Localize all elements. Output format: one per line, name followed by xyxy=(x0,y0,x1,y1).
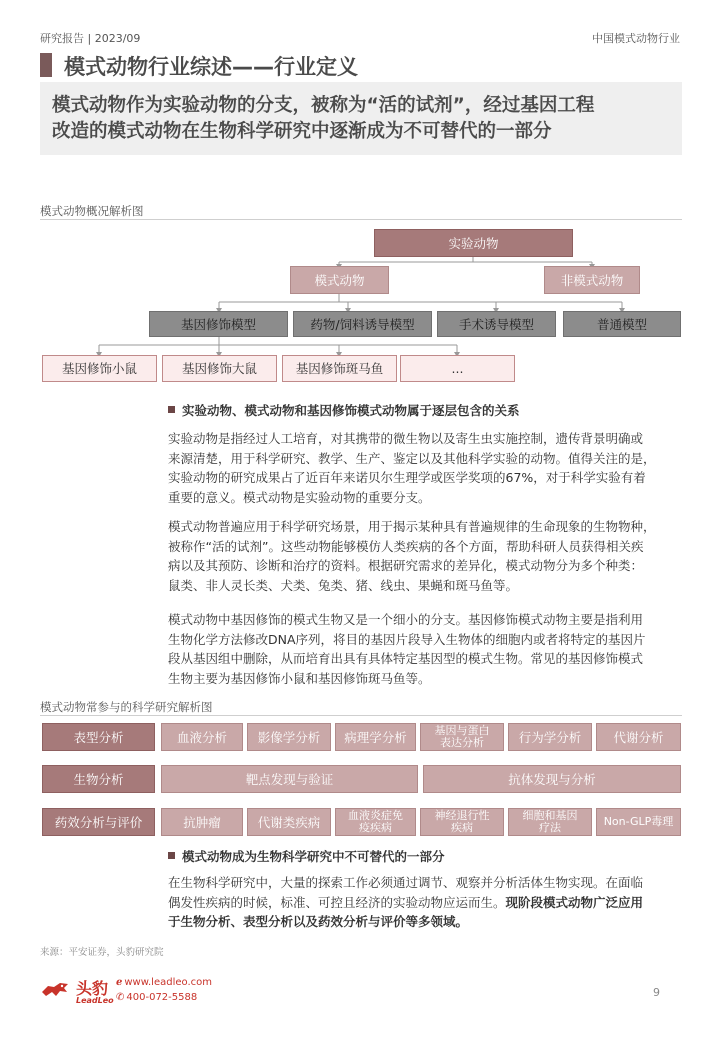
cell-behavior: 行为学分析 xyxy=(508,723,592,751)
diagram2-label: 模式动物常参与的科学研究解析图 xyxy=(40,700,213,714)
industry-name: 中国模式动物行业 xyxy=(592,32,680,45)
node-drug-feed-model: 药物/饲料诱导模型 xyxy=(293,311,432,337)
text-line: 生物主要为基因修饰小鼠和基因修饰斑马鱼等。 xyxy=(168,670,431,686)
leopard-logo-icon xyxy=(40,978,70,1000)
summary-banner xyxy=(40,82,682,155)
diagram1-rule xyxy=(40,219,682,220)
node-normal-model: 普通模型 xyxy=(563,311,681,337)
text-emphasis: 现阶段模式动物广泛应用 xyxy=(505,894,644,910)
cell-antibody-discovery: 抗体发现与分析 xyxy=(423,765,681,793)
banner-line-2: 改造的模式动物在生物科学研究中逐渐成为不可替代的一部分 xyxy=(52,121,552,142)
phone-line xyxy=(116,992,197,1003)
node-gm-mouse: 基因修饰小鼠 xyxy=(42,355,157,382)
cell-neurodegenerative: 神经退行性 疾病 xyxy=(420,808,504,836)
report-meta: 研究报告 | 2023/09 xyxy=(40,32,141,45)
cell-imaging: 影像学分析 xyxy=(247,723,331,751)
section2-paragraph xyxy=(168,873,680,932)
bullet-square xyxy=(168,406,175,413)
node-lab-animal: 实验动物 xyxy=(374,229,573,257)
text-line xyxy=(168,893,680,913)
cell-metabolism: 代谢分析 xyxy=(596,723,681,751)
bullet-square xyxy=(168,852,175,859)
node-more: ... xyxy=(400,355,515,382)
node-surgery-model: 手术诱导模型 xyxy=(437,311,556,337)
diagram2-rule xyxy=(40,715,682,716)
text-line xyxy=(168,912,680,932)
cell-gene-protein-expression: 基因与蛋白 表达分析 xyxy=(420,723,504,751)
diagram1-label: 模式动物概况解析图 xyxy=(40,204,144,218)
cell-anti-tumor: 抗肿瘤 xyxy=(161,808,243,836)
row-head-efficacy: 药效分析与评价 xyxy=(42,808,155,836)
phone-icon: ✆ xyxy=(116,992,125,1003)
text-line: 在生物科学研究中，大量的探索工作必须通过调节、观察并分析活体生物实现。在面临 xyxy=(168,875,644,890)
website-line xyxy=(116,977,212,988)
section2-heading: 模式动物成为生物科学研究中不可替代的一部分 xyxy=(182,849,445,864)
web-icon: ℯ xyxy=(116,977,123,988)
text-line: 实验动物是指经过人工培育，对其携带的微生物以及寄生虫实施控制，遗传背景明确或 xyxy=(168,431,644,446)
cell-target-discovery: 靶点发现与验证 xyxy=(161,765,418,793)
page-number: 9 xyxy=(653,986,660,999)
text-line: 实验动物的研究成果占了近百年来诺贝尔生理学或医学奖项的67%，对于科学实验有着 xyxy=(168,470,646,485)
node-gm-rat: 基因修饰大鼠 xyxy=(162,355,277,382)
text-line: 生物化学方法修改DNA序列，将目的基因片段导入生物体的细胞内或者将特定的基因片 xyxy=(168,631,646,647)
text-line: 重要的意义。模式动物是实验动物的重要分支。 xyxy=(168,489,431,505)
section1-heading: 实验动物、模式动物和基因修饰模式动物属于逐层包含的关系 xyxy=(182,403,520,418)
node-non-model-animal: 非模式动物 xyxy=(544,266,640,294)
cell-metabolic-disease: 代谢类疾病 xyxy=(247,808,331,836)
section1-paragraph-3 xyxy=(168,610,680,688)
website-link[interactable]: www.leadleo.com xyxy=(124,977,212,988)
cell-blood-analysis: 血液分析 xyxy=(161,723,243,751)
text-line: 病以及其预防、诊断和治疗的资料。根据研究需求的差异化，模式动物分为多个种类： xyxy=(168,558,644,573)
text-line: 模式动物普遍应用于科学研究场景，用于揭示某种具有普遍规律的生命现象的生物物种， xyxy=(168,519,656,534)
text-line: 模式动物中基因修饰的模式生物又是一个细小的分支。基因修饰模式动物主要是指利用 xyxy=(168,612,644,627)
text-line: 被称作“活的试剂”。这些动物能够模仿人类疾病的各个方面，帮助科研人员获得相关疾 xyxy=(168,538,644,554)
banner-line-1: 模式动物作为实验动物的分支，被称为“活的试剂”，经过基因工程 xyxy=(52,95,595,116)
node-gm-zebrafish: 基因修饰斑马鱼 xyxy=(282,355,397,382)
cell-blood-immune-disease: 血液炎症免 疫疾病 xyxy=(335,808,416,836)
row-head-bioanalysis: 生物分析 xyxy=(42,765,155,793)
text-line: 来源清楚，用于科学研究、教学、生产、鉴定以及其他科学实验的动物。值得关注的是， xyxy=(168,450,656,466)
text-line: 段从基因组中删除，从而培育出具有具体特定基因型的模式生物。常见的基因修饰模式 xyxy=(168,651,644,666)
text-line: 鼠类、非人灵长类、犬类、兔类、猪、线虫、果蝇和斑马鱼等。 xyxy=(168,577,519,593)
text-emphasis: 于生物分析、表型分析以及药效分析与评价等多领域。 xyxy=(168,914,469,929)
node-model-animal: 模式动物 xyxy=(290,266,389,294)
logo-text-cn: 头豹 xyxy=(76,979,109,998)
cell-cell-gene-therapy: 细胞和基因 疗法 xyxy=(508,808,592,836)
cell-pathology: 病理学分析 xyxy=(335,723,416,751)
logo-text-en: LeadLeo xyxy=(76,996,114,1005)
cell-non-glp-toxicology: Non-GLP毒理 xyxy=(596,808,681,836)
phone-number: 400-072-5588 xyxy=(126,992,198,1003)
page-title: 模式动物行业综述——行业定义 xyxy=(64,55,358,79)
section1-paragraph-2 xyxy=(168,517,680,595)
title-accent-bar xyxy=(40,53,52,77)
source-note: 来源：平安证券，头豹研究院 xyxy=(40,947,164,958)
row-head-phenotype: 表型分析 xyxy=(42,723,155,751)
section1-paragraph-1 xyxy=(168,429,680,507)
node-gene-modified-model: 基因修饰模型 xyxy=(149,311,288,337)
text-span: 偶发性疾病的时候，标准、可控且经济的实验动物应运而生。 xyxy=(168,894,506,910)
